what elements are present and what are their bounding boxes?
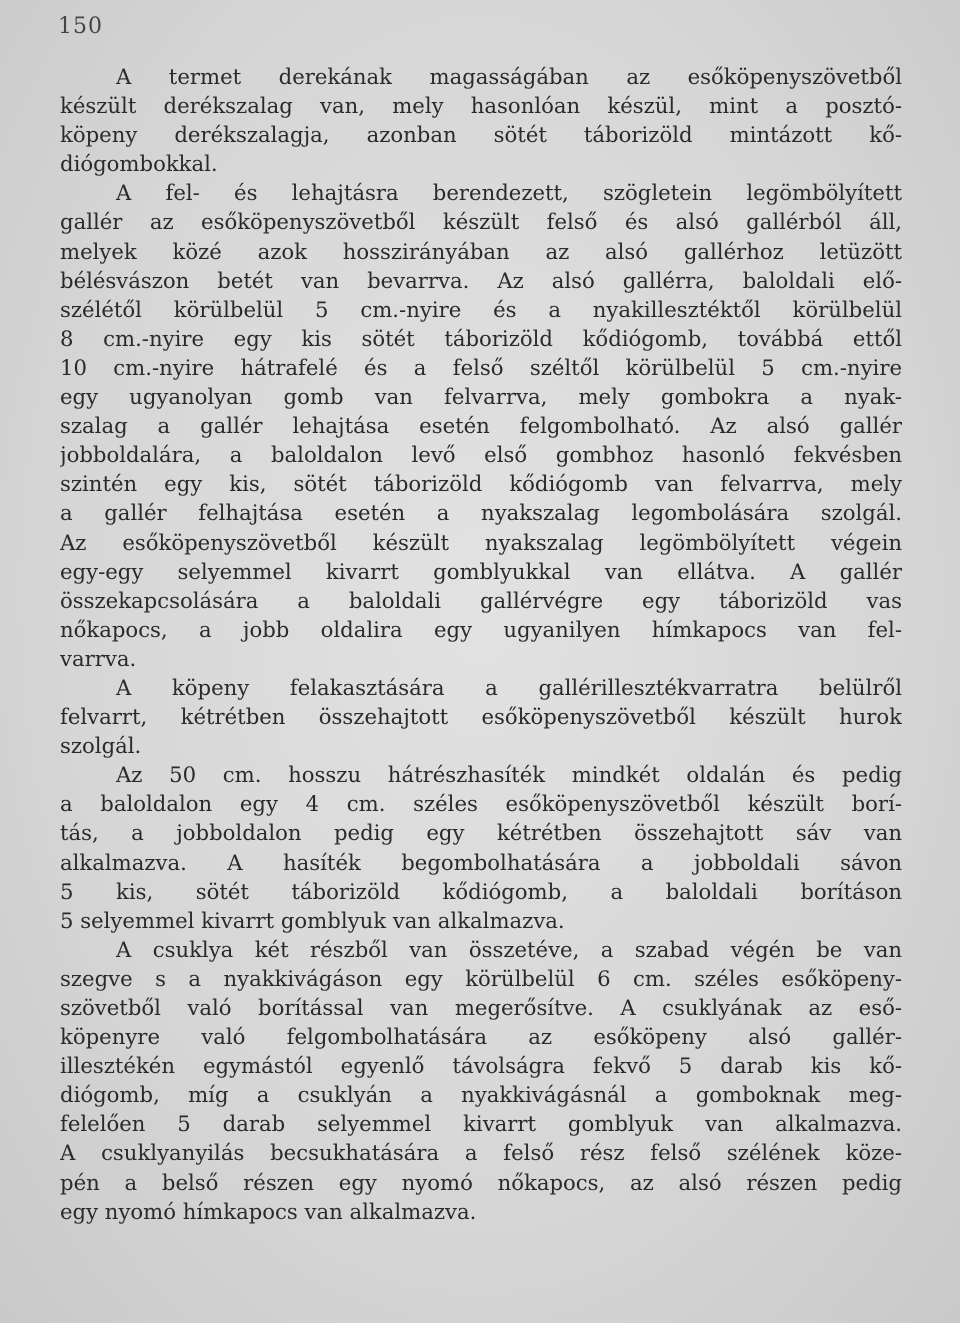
text-line: A termet derekának magasságában az esőköpenyszövetből	[116, 64, 902, 89]
text-line: varrva.	[60, 645, 137, 671]
text-line: a baloldalon egy 4 cm. széles esőköpenyszövetből készült borí-	[60, 791, 902, 817]
text-line: gallér az esőköpenyszövetből készült felső és alsó gallérból áll,	[60, 209, 902, 235]
body-text	[60, 62, 902, 1226]
text-line: Az 50 cm. hosszu hátrészhasíték mindkét oldalán és pedig	[116, 762, 902, 788]
text-line: készült derékszalag van, mely hasonlóan készül, mint a posztó-	[60, 93, 902, 119]
text-line: pén a belső részen egy nyomó nőkapocs, az alsó részen pedig	[60, 1169, 902, 1195]
text-line: szövetből való borítással van megerősítve. A csuklyának az eső-	[60, 995, 902, 1020]
text-line: szintén egy kis, sötét táborizöld kődiógomb van felvarrva, mely	[60, 471, 902, 497]
text-line: A csuklya két részből van összetéve, a szabad végén be van	[116, 936, 902, 962]
text-line: nőkapocs, a jobb oldalira egy ugyanilyen hímkapocs van fel-	[60, 616, 902, 642]
text-line: köpenyre való felgombolhatására az esőköpeny alsó gallér-	[60, 1024, 902, 1050]
text-line: Az esőköpenyszövetből készült nyakszalag legömbölyített végein	[60, 529, 902, 555]
text-line: diógombokkal.	[60, 151, 218, 177]
text-line: egy-egy selyemmel kivarrt gomblyukkal van ellátva. A gallér	[60, 558, 902, 584]
text-line: egy nyomó hímkapocs van alkalmazva.	[60, 1198, 477, 1224]
text-line: szegve s a nyakkivágáson egy körülbelül 6 cm. széles esőköpeny-	[60, 965, 902, 991]
text-line: felelően 5 darab selyemmel kivarrt gomblyuk van alkalmazva.	[60, 1111, 902, 1137]
text-line: bélésvászon betét van bevarrva. Az alsó gallérra, baloldali elő-	[60, 267, 902, 293]
text-line: 10 cm.-nyire hátrafelé és a felső széltől körülbelül 5 cm.-nyire	[60, 354, 902, 380]
text-line: 5 kis, sötét táborizöld kődiógomb, a baloldali borításon	[60, 878, 902, 904]
text-line: A csuklyanyilás becsukhatására a felső rész felső szélének köze-	[60, 1140, 902, 1166]
text-line: diógomb, míg a csuklyán a nyakkivágásnál a gomboknak meg-	[60, 1082, 902, 1108]
text-line: szolgál.	[60, 733, 142, 759]
page-number: 150	[58, 14, 103, 39]
text-line: melyek közé azok hosszirányában az alsó gallérhoz letüzött	[60, 238, 902, 264]
text-line: szélétől körülbelül 5 cm.-nyire és a nyakillesztéktől körülbelül	[60, 296, 902, 322]
text-line: köpeny derékszalagja, azonban sötét táborizöld mintázott kő-	[60, 122, 902, 148]
text-line: a gallér felhajtása esetén a nyakszalag legombolására szolgál.	[60, 500, 902, 526]
text-line: felvarrt, kétrétben összehajtott esőköpenyszövetből készült hurok	[60, 704, 902, 730]
text-line: alkalmazva. A hasíték begombolhatására a jobboldali sávon	[60, 849, 902, 875]
text-line: A köpeny felakasztására a gallérillesztékvarratra belülről	[116, 674, 902, 700]
text-line: tás, a jobboldalon pedig egy kétrétben összehajtott sáv van	[60, 820, 902, 846]
text-line: 8 cm.-nyire egy kis sötét táborizöld kődiógomb, továbbá ettől	[60, 325, 902, 351]
text-line: 5 selyemmel kivarrt gomblyuk van alkalmazva.	[60, 907, 565, 933]
text-line: egy ugyanolyan gomb van felvarrva, mely gombokra a nyak-	[60, 384, 902, 410]
text-line: szalag a gallér lehajtása esetén felgombolható. Az alsó gallér	[60, 413, 902, 439]
text-line: A fel- és lehajtásra berendezett, szögletein legömbölyített	[116, 180, 902, 206]
text-line: jobboldalára, a baloldalon levő első gombhoz hasonló fekvésben	[60, 442, 902, 468]
text-line: illesztékén egymástól egyenlő távolságra fekvő 5 darab kis kő-	[60, 1053, 902, 1079]
text-line: összekapcsolására a baloldali gallérvégre egy táborizöld vas	[60, 587, 902, 613]
